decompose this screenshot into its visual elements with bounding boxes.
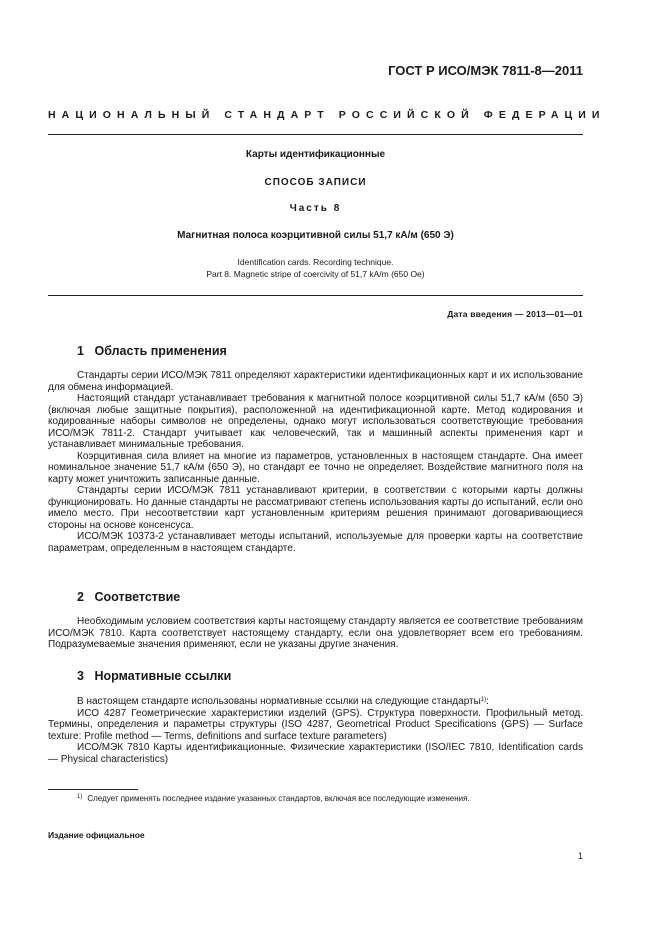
footnote [77,794,470,803]
paragraph: ИСО 4287 Геометрические характеристики изделий (GPS). Структура поверхности. Профильный метод. Термины, определения и параметры структуры (ISO 4287, Geometrical Product Specifications (GPS) — Surface texture: Profile method — Terms, definitions and surface texture parameters) [48,707,583,742]
national-standard-heading: НАЦИОНАЛЬНЫЙ СТАНДАРТ РОССИЙСКОЙ ФЕДЕРАЦИИ [48,109,606,121]
page-number: 1 [577,851,583,861]
footnote-divider [48,789,138,790]
title-line-2: СПОСОБ ЗАПИСИ [264,177,367,188]
footnote-text: Следует применять последнее издание указанных стандартов, включая все последующие изменения. [87,794,470,803]
intro-text: В настоящем стандарте использованы нормативные ссылки на следующие стандарты [77,696,481,707]
section-number: 1 [77,344,84,358]
section-title: Нормативные ссылки [94,669,232,683]
paragraph: Стандарты серии ИСО/МЭК 7811 устанавливают критерии, в соответствии с которыми карты должны функционировать. Но данные стандарты не рассматривают степень использования карты до испытаний, если оно имело место. При несоответствии карт установленным критериям решения принимают договаривающиеся стороны на основе консенсуса. [48,485,583,531]
section-number: 3 [77,669,84,683]
paragraph: Коэрцитивная сила влияет на многие из параметров, установленных в настоящем стандарте. Она имеет номинальное значение 51,7 кА/м (650 Э), но стандарт ее точно не определяет. Воздействие магнитного поля на карту может уничтожить записанные данные. [48,450,583,485]
section-3-body [48,695,583,765]
introduction-date: Дата введения — 2013—01—01 [447,309,583,319]
paragraph: ИСО/МЭК 7810 Карты идентификационные. Физические характеристики (ISO/IEC 7810, Identification cards — Physical characteristics) [48,742,583,765]
paragraph: ИСО/МЭК 10373-2 устанавливает методы испытаний, используемые для проверки карты на соответствие параметрам, определенным в настоящем стандарте. [48,531,583,554]
section-1-heading [77,344,227,358]
paragraph: Настоящий стандарт устанавливает требования к магнитной полосе коэрцитивной силы 51,7 кА/м (650 Э) (включая любые защитные покрытия), расположенной на идентификационной карте. Метод кодирования и кодированные наборы символов не определены, однако могут использоваться соответствующие требования ИСО/МЭК 7811-2. Стандарт учитывает как человеческий, так и машинный аспекты применения карт и устанавливает минимальные требования. [48,393,583,450]
footnote-reference: 1) [480,697,487,703]
document-subtitle: Магнитная полоса коэрцитивной силы 51,7 кА/м (650 Э) [177,230,454,241]
section-title: Область применения [94,344,227,358]
footnote-mark: 1) [77,794,83,800]
english-title-line-2: Part 8. Magnetic stripe of coercivity of 51,7 kA/m (650 Oe) [206,269,425,279]
section-title: Соответствие [94,590,181,604]
paragraph: Необходимым условием соответствия карты настоящему стандарту является ее соответствие требованиям ИСО/МЭК 7810. Карта соответствует настоящему стандарту, если она удовлетворяет всем его требованиям. Подразумеваемые значения применяют, если не указаны другие значения. [48,616,583,650]
edition-label: Издание официальное [48,830,145,840]
part-label: Часть 8 [289,203,342,214]
intro-colon: : [486,696,489,707]
section-2-body [48,616,583,651]
title-divider [48,295,583,296]
header-divider [48,134,583,135]
section-2-heading [77,590,180,604]
paragraph: Стандарты серии ИСО/МЭК 7811 определяют характеристики идентификационных карт и их использование для обмена информацией. [48,370,583,393]
paragraph-intro [48,695,583,708]
section-3-heading [77,669,231,683]
section-number: 2 [77,590,84,604]
english-title-line-1: Identification cards. Recording technique. [237,257,394,267]
section-1-body [48,370,583,554]
title-line-1: Карты идентификационные [245,149,386,160]
document-code: ГОСТ Р ИСО/МЭК 7811-8—2011 [388,63,583,78]
